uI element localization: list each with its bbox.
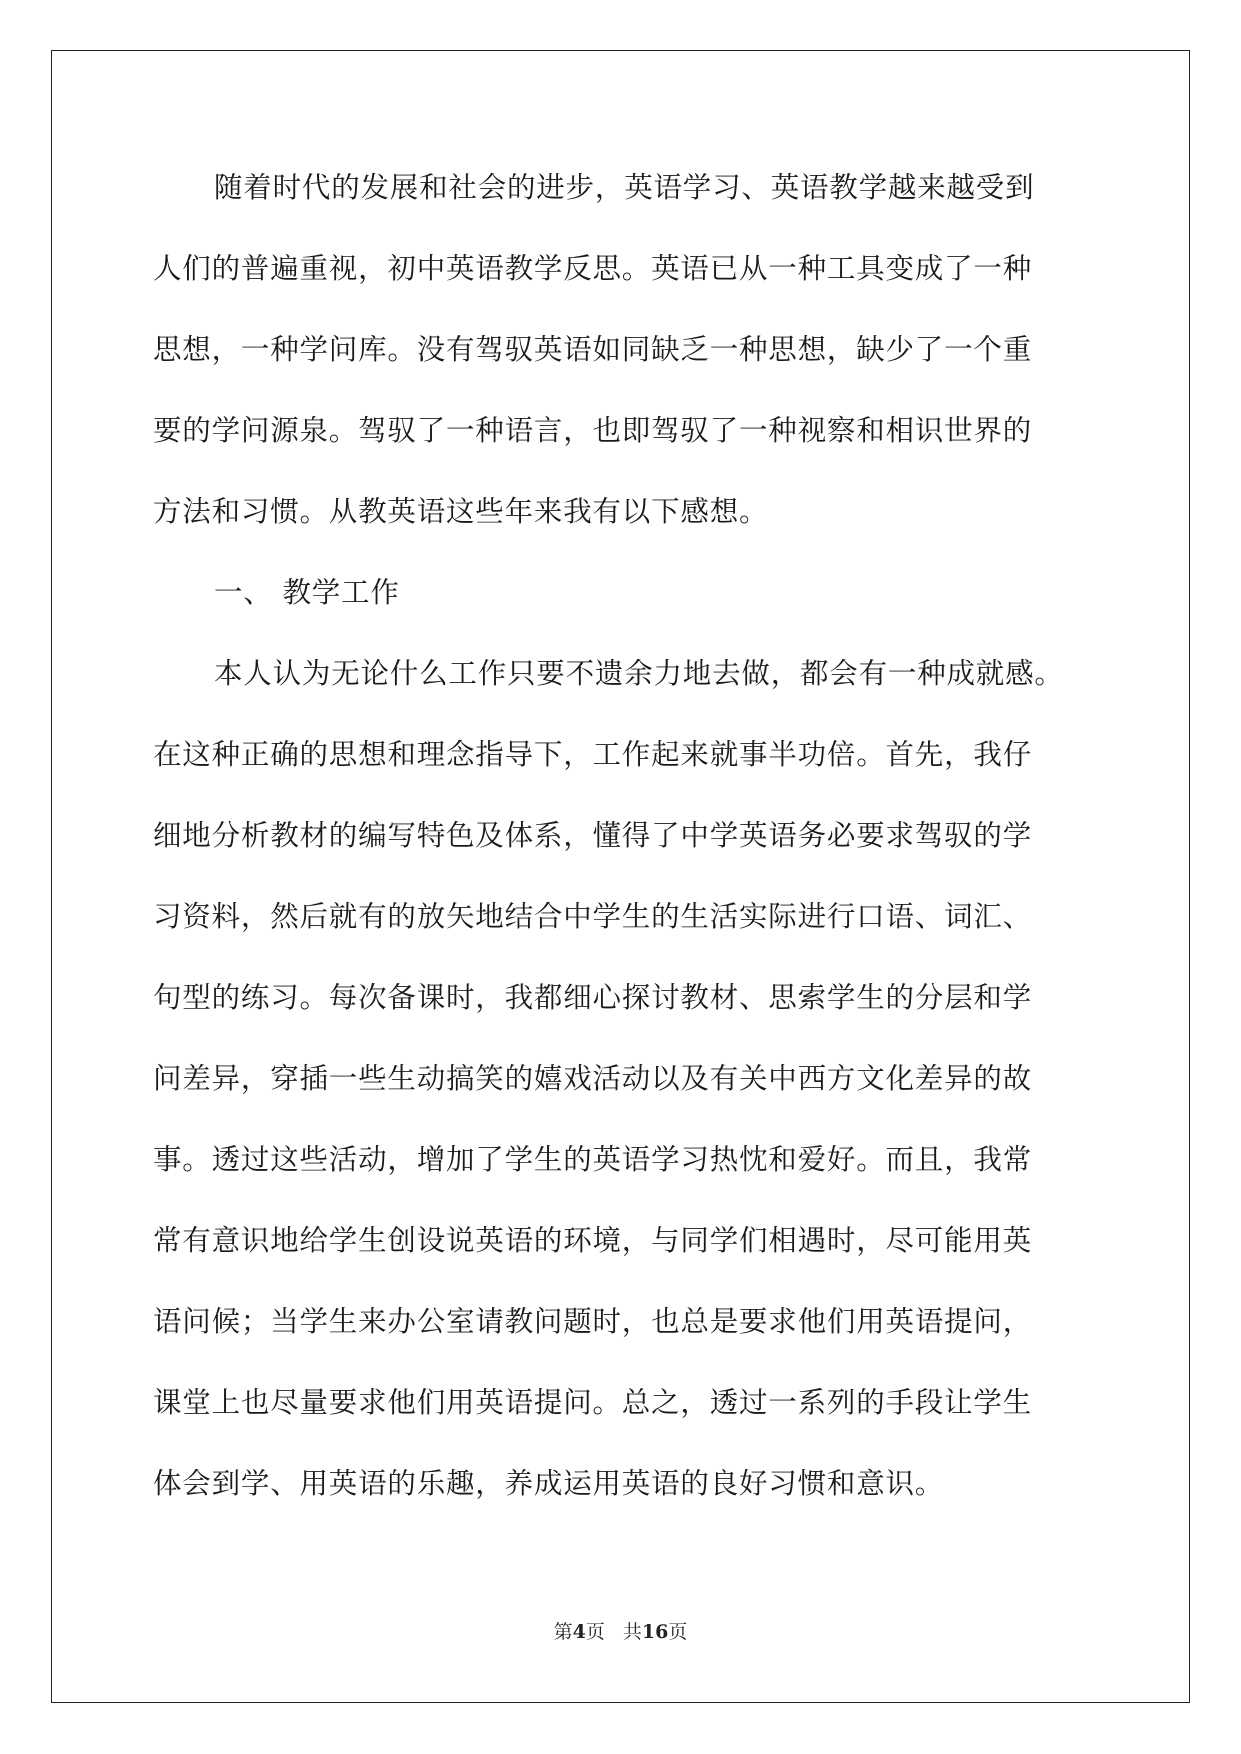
paragraph-line: 思想，一种学问库。没有驾驭英语如同缺乏一种思想，缺少了一个重 (153, 333, 1033, 366)
document-body (153, 168, 1093, 1545)
paragraph-line: 句型的练习。每次备课时，我都细心探讨教材、思索学生的分层和学 (153, 981, 1033, 1014)
paragraph-line: 体会到学、用英语的乐趣，养成运用英语的良好习惯和意识。 (153, 1467, 945, 1500)
total-suffix: 页 (668, 1621, 688, 1643)
page-suffix: 页 (585, 1621, 605, 1643)
paragraph-line: 语问候；当学生来办公室请教问题时，也总是要求他们用英语提问， (153, 1305, 1033, 1338)
total-prefix: 共 (622, 1621, 642, 1643)
paragraph-line: 问差异，穿插一些生动搞笑的嬉戏活动以及有关中西方文化差异的故 (153, 1062, 1033, 1095)
paragraph-line: 细地分析教材的编写特色及体系，懂得了中学英语务必要求驾驭的学 (153, 819, 1033, 852)
paragraph-line: 人们的普遍重视，初中英语教学反思。英语已从一种工具变成了一种 (153, 252, 1033, 285)
page-number: 4 (572, 1621, 586, 1643)
section-heading: 一、 教学工作 (214, 576, 400, 609)
paragraph-line: 要的学问源泉。驾驭了一种语言，也即驾驭了一种视察和相识世界的 (153, 414, 1033, 447)
total-pages: 16 (641, 1621, 669, 1643)
page-prefix: 第 (553, 1621, 573, 1643)
paragraph-line: 事。透过这些活动，增加了学生的英语学习热忱和爱好。而且，我常 (153, 1143, 1033, 1176)
paragraph-line: 本人认为无论什么工作只要不遗余力地去做，都会有一种成就感。 (214, 657, 1064, 690)
paragraph-line: 常有意识地给学生创设说英语的环境，与同学们相遇时，尽可能用英 (153, 1224, 1033, 1257)
paragraph-line: 在这种正确的思想和理念指导下，工作起来就事半功倍。首先，我仔 (153, 738, 1033, 771)
paragraph-line: 随着时代的发展和社会的进步，英语学习、英语教学越来越受到 (214, 171, 1035, 204)
paragraph-line: 方法和习惯。从教英语这些年来我有以下感想。 (153, 495, 769, 528)
paragraph-line: 习资料，然后就有的放矢地结合中学生的生活实际进行口语、词汇、 (153, 900, 1033, 933)
page-footer (0, 1617, 1241, 1644)
paragraph-line: 课堂上也尽量要求他们用英语提问。总之，透过一系列的手段让学生 (153, 1386, 1033, 1419)
